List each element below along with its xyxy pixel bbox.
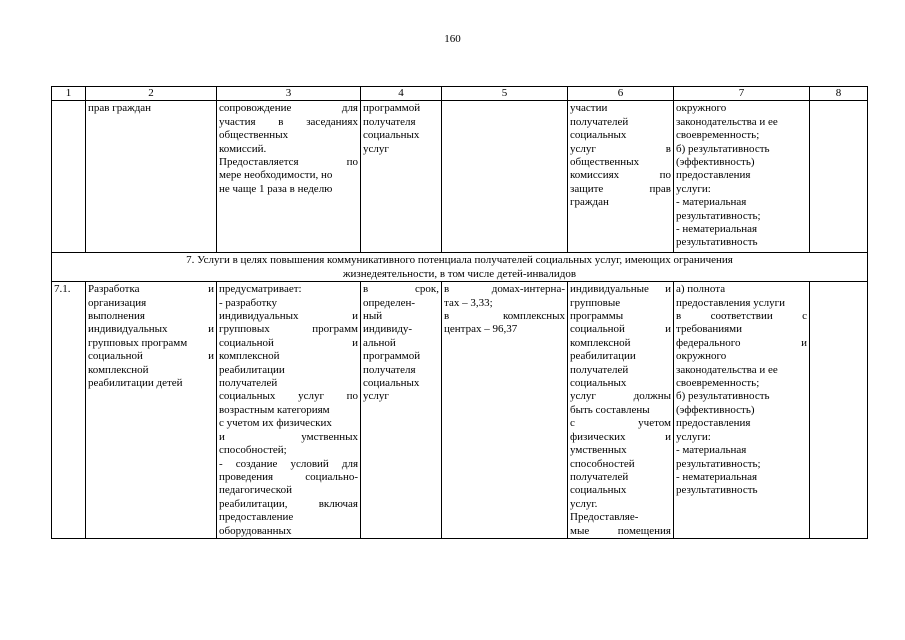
service-conditions-cell xyxy=(810,101,868,253)
cell-line: альной xyxy=(363,336,396,349)
section-heading xyxy=(52,253,868,282)
section-heading-line-2: жизнедеятельности, в том числе детей-инвалидов xyxy=(342,267,577,280)
cell-line: индивиду- xyxy=(363,323,413,336)
cell-line: услуг xyxy=(363,142,389,155)
cell-line: умственных xyxy=(570,444,627,457)
cell-line: социальных xyxy=(570,484,627,497)
col-header-6: 6 xyxy=(568,87,674,101)
cell-line: получателя xyxy=(363,115,416,128)
cell-line: предоставление xyxy=(219,511,294,524)
cell-line: ный xyxy=(363,310,383,323)
cell-line: социальных xyxy=(363,377,420,390)
cell-line: программой xyxy=(363,102,421,115)
cell-line: граждан xyxy=(570,196,609,209)
cell-line: услуги: xyxy=(676,430,711,443)
service-cost-cell xyxy=(442,282,568,539)
cell-line: получателей xyxy=(570,115,629,128)
column-number-row xyxy=(52,87,868,101)
col-header-4: 4 xyxy=(361,87,442,101)
cell-line: б) результативность xyxy=(676,142,770,155)
cell-line: Предоставляется по xyxy=(219,156,358,169)
cell-line: комиссиях по xyxy=(570,169,671,182)
cell-line: социальных услуг по xyxy=(219,390,358,403)
cell-line: в домах-интерна- xyxy=(444,283,565,296)
cell-line: социальной и xyxy=(219,336,358,349)
cell-line: общественных xyxy=(570,156,640,169)
cell-line: законодательства и ее xyxy=(676,115,778,128)
service-quality-cell xyxy=(568,101,674,253)
cell-line: групповых программ xyxy=(219,323,358,336)
cell-line: проведения социально- xyxy=(219,470,358,483)
section-heading-line-1: 7. Услуги в целях повышения коммуникативного потенциала получателей социальных услуг, имеющих ограничения xyxy=(186,254,733,267)
cell-line: комплексной xyxy=(570,336,631,349)
cell-line: быть составлены xyxy=(570,403,650,416)
service-name-cell xyxy=(86,101,217,253)
cell-line: результативность; xyxy=(676,209,761,222)
cell-line: комплексной xyxy=(219,350,280,363)
cell-line: сопровождение для xyxy=(219,102,358,115)
cell-line: окружного xyxy=(676,350,727,363)
cell-line: защите прав xyxy=(570,182,671,195)
cell-line: получателей xyxy=(570,363,629,376)
cell-line: (эффективность) xyxy=(676,403,755,416)
cell-line: предусматривает: xyxy=(219,283,302,296)
service-content-cell xyxy=(217,282,361,539)
cell-line: групповые xyxy=(570,296,621,309)
cell-line: определен- xyxy=(363,296,416,309)
cell-line: прав граждан xyxy=(88,102,152,115)
cell-line: социальной и xyxy=(88,350,214,363)
cell-line: реабилитации детей xyxy=(88,377,183,390)
service-term-cell xyxy=(361,282,442,539)
cell-line: индивидуальные и xyxy=(570,283,671,296)
service-conditions-cell xyxy=(810,282,868,539)
cell-line: групповых программ xyxy=(88,336,188,349)
page-number: 160 xyxy=(444,33,461,45)
cell-line: выполнения xyxy=(88,310,145,323)
cell-line: индивидуальных и xyxy=(88,323,214,336)
cell-line: социальной и xyxy=(570,323,671,336)
cell-line: реабилитации xyxy=(219,363,285,376)
service-evaluation-cell xyxy=(674,282,810,539)
cell-line: реабилитации, включая xyxy=(219,497,358,510)
cell-line: - материальная xyxy=(676,444,747,457)
cell-line: возрастным категориям xyxy=(219,403,330,416)
col-header-8: 8 xyxy=(810,87,868,101)
cell-line: результативность xyxy=(676,484,758,497)
row-number-cell xyxy=(52,101,86,253)
cell-line: требованиями xyxy=(676,323,743,336)
table-row xyxy=(52,101,868,253)
cell-line: не чаще 1 раза в неделю xyxy=(219,182,333,195)
cell-line: в срок, xyxy=(363,283,439,296)
cell-line: социальных xyxy=(363,129,420,142)
cell-line: своевременность; xyxy=(676,377,760,390)
cell-line: в соответствии с xyxy=(676,310,807,323)
cell-line: предоставления услуги xyxy=(676,296,785,309)
service-term-cell xyxy=(361,101,442,253)
cell-line: - нематериальная xyxy=(676,223,758,236)
cell-line: (эффективность) xyxy=(676,156,755,169)
cell-line: социальных xyxy=(570,377,627,390)
cell-line: тах – 3,33; xyxy=(444,296,493,309)
cell-line: - создание условий для xyxy=(219,457,358,470)
table-row xyxy=(52,282,868,539)
cell-line: - материальная xyxy=(676,196,747,209)
cell-line: окружного xyxy=(676,102,727,115)
cell-line: физических и xyxy=(570,430,671,443)
cell-line: общественных xyxy=(219,129,289,142)
cell-line: Предоставляе- xyxy=(570,511,639,524)
cell-line: мые помещения xyxy=(570,524,671,537)
service-cost-cell xyxy=(442,101,568,253)
cell-line: результативность xyxy=(676,236,758,249)
cell-line: педагогической xyxy=(219,484,292,497)
service-quality-cell xyxy=(568,282,674,539)
cell-line: организация xyxy=(88,296,147,309)
cell-line: центрах – 96,37 xyxy=(444,323,518,336)
cell-line: с учетом xyxy=(570,417,671,430)
cell-line: программой xyxy=(363,350,421,363)
cell-line: индивидуальных и xyxy=(219,310,358,323)
cell-line: результативность; xyxy=(676,457,761,470)
cell-line: участия в заседаниях xyxy=(219,115,358,128)
cell-line: участии xyxy=(570,102,608,115)
col-header-2: 2 xyxy=(86,87,217,101)
cell-line: предоставления xyxy=(676,169,751,182)
cell-line: получателей xyxy=(570,470,629,483)
cell-line: предоставления xyxy=(676,417,751,430)
cell-line: услуг в xyxy=(570,142,671,155)
cell-line: способностей xyxy=(570,457,635,470)
services-table xyxy=(51,86,868,539)
cell-line: социальных xyxy=(570,129,627,142)
cell-line: - разработку xyxy=(219,296,277,309)
service-evaluation-cell xyxy=(674,101,810,253)
cell-line: услуг должны xyxy=(570,390,671,403)
cell-line: законодательства и ее xyxy=(676,363,778,376)
cell-line: федерального и xyxy=(676,336,807,349)
col-header-1: 1 xyxy=(52,87,86,101)
cell-line: программы xyxy=(570,310,624,323)
cell-line: оборудованных xyxy=(219,524,292,537)
cell-line: б) результативность xyxy=(676,390,770,403)
cell-line: услуги: xyxy=(676,182,711,195)
cell-line: своевременность; xyxy=(676,129,760,142)
cell-line: и умственных xyxy=(219,430,358,443)
cell-line: комплексной xyxy=(88,363,149,376)
cell-line: получателя xyxy=(363,363,416,376)
service-content-cell xyxy=(217,101,361,253)
col-header-3: 3 xyxy=(217,87,361,101)
cell-line: способностей; xyxy=(219,444,287,457)
cell-line: а) полнота xyxy=(676,283,726,296)
cell-line: мере необходимости, но xyxy=(219,169,333,182)
cell-line: реабилитации xyxy=(570,350,636,363)
col-header-5: 5 xyxy=(442,87,568,101)
cell-line: - нематериальная xyxy=(676,470,758,483)
cell-line: с учетом их физических xyxy=(219,417,332,430)
cell-line: услуг. xyxy=(570,497,598,510)
cell-line: Разработка и xyxy=(88,283,214,296)
section-heading-row xyxy=(52,253,868,282)
service-name-cell xyxy=(86,282,217,539)
cell-line: в комплексных xyxy=(444,310,565,323)
cell-line: получателей xyxy=(219,377,278,390)
col-header-7: 7 xyxy=(674,87,810,101)
row-number-cell: 7.1. xyxy=(52,282,86,539)
cell-line: комиссий. xyxy=(219,142,267,155)
cell-line: услуг xyxy=(363,390,389,403)
